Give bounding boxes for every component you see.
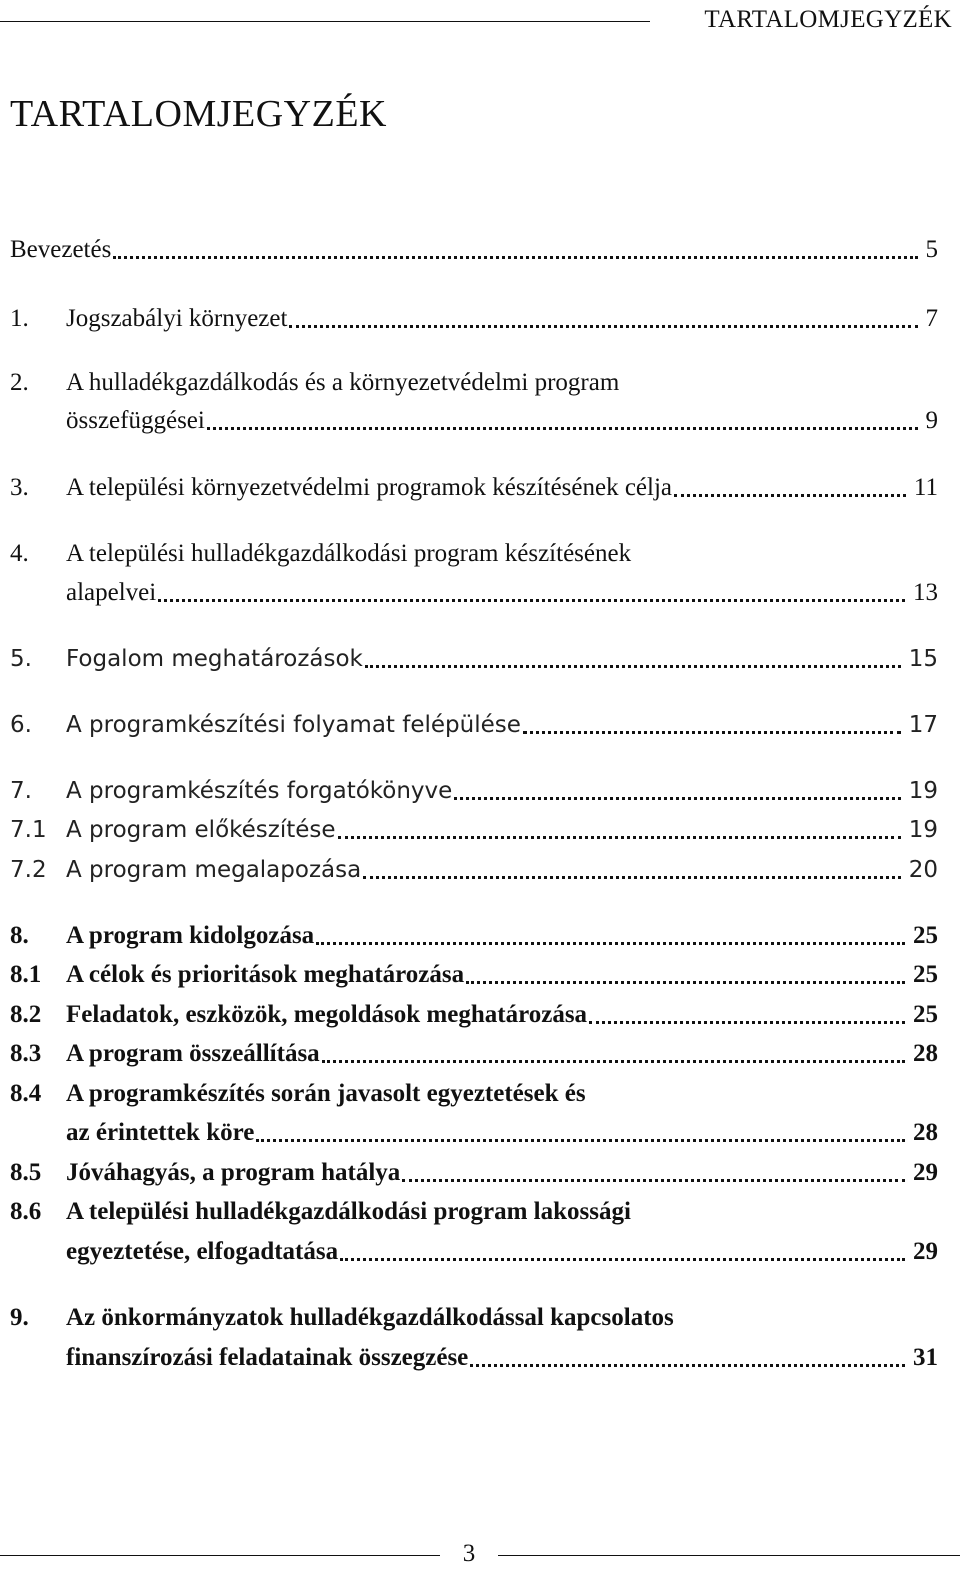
toc-entry-title: Fogalom meghatározások [66,646,363,672]
toc-entry-number: 6. [10,712,32,738]
toc-entry-page: 25 [913,961,938,988]
toc-entry-title: A program előkészítése [66,817,336,843]
dot-leader [256,1138,905,1142]
toc-entry-number: 8.3 [10,1040,42,1067]
toc-entry-title: az érintettek köre [66,1119,255,1146]
toc-entry-title: finanszírozási feladatainak összegzése [66,1344,469,1371]
toc-entry-8-3[interactable] [10,1037,938,1071]
toc-entry-title: A program összeállítása [66,1040,320,1067]
dot-leader [316,941,905,945]
toc-entry-4-continuation[interactable] [10,576,938,610]
toc-entry-number: 7.1 [10,817,47,843]
toc-entry-number: 9. [10,1304,29,1331]
running-header-title: TARTALOMJEGYZÉK [704,6,952,33]
toc-entry-8-6[interactable] [10,1195,938,1229]
dot-leader [322,1059,905,1063]
toc-entry-7-1[interactable] [10,813,938,847]
footer-rule-left [0,1555,440,1556]
toc-entry-2[interactable] [10,366,938,400]
toc-entry-9[interactable] [10,1301,938,1335]
toc-entry-title: A program megalapozása [66,857,362,883]
toc-entry-number: 8.5 [10,1159,42,1186]
toc-entry-number: 7. [10,778,32,804]
toc-entry-4[interactable] [10,537,938,571]
toc-entry-title: A települési környezetvédelmi programok készítésének célja [66,474,673,501]
toc-entry-7[interactable] [10,774,938,808]
toc-entry-page: 17 [908,712,938,738]
toc-entry-title: A programkészítés során javasolt egyeztetések és [66,1080,586,1107]
toc-entry-page: 28 [913,1040,938,1067]
dot-leader [523,730,901,734]
dot-leader [338,835,901,839]
dot-leader [589,1020,905,1024]
toc-entry-8-1[interactable] [10,958,938,992]
toc-entry-title: Feladatok, eszközök, megoldások meghatározása [66,1001,588,1028]
toc-entry-page: 7 [925,305,938,332]
dot-leader [207,426,918,430]
dot-leader [340,1257,905,1261]
toc-entry-page: 13 [913,579,938,606]
toc-entry-number: 8.4 [10,1080,42,1107]
toc-entry-title: A települési hulladékgazdálkodási program lakossági [66,1198,631,1225]
toc-entry-title: egyeztetése, elfogadtatása [66,1238,339,1265]
toc-entry-number: 8.1 [10,961,42,988]
toc-entry-6[interactable] [10,708,938,742]
toc-entry-8-4-continuation[interactable] [10,1116,938,1150]
toc-entry-5[interactable] [10,642,938,676]
toc-entry-title: A program kidolgozása [66,922,315,949]
toc-entry-8-5[interactable] [10,1156,938,1190]
dot-leader [466,980,905,984]
dot-leader [113,255,917,259]
toc-entry-number: 5. [10,646,32,672]
toc-entry-8[interactable] [10,919,938,953]
toc-entry-title: összefüggései [66,407,205,434]
toc-entry-page: 29 [913,1238,938,1265]
dot-leader [454,796,900,800]
toc-entry-7-2[interactable] [10,853,938,887]
toc-entry-number: 1. [10,305,29,332]
toc-entry-page: 25 [913,922,938,949]
toc-entry-number: 4. [10,540,29,567]
toc-entry-page: 31 [913,1344,938,1371]
toc-entry-number: 8.6 [10,1198,42,1225]
toc-entry-number: 8. [10,922,29,949]
toc-entry-title: A programkészítés forgatókönyve [66,778,453,804]
footer-rule-right [498,1555,960,1556]
page-title: TARTALOMJEGYZÉK [10,93,387,135]
toc-entry-1[interactable] [10,302,938,336]
toc-entry-title: A programkészítési folyamat felépülése [66,712,521,738]
toc-entry-page: 28 [913,1119,938,1146]
toc-entry-8-4[interactable] [10,1077,938,1111]
toc-entry-page: 5 [925,236,938,263]
toc-entry-title: alapelvei [66,579,157,606]
toc-entry-page: 15 [908,646,938,672]
toc-entry-page: 29 [913,1159,938,1186]
toc-entry-8-6-continuation[interactable] [10,1235,938,1269]
dot-leader [365,664,901,668]
toc-entry-number: 2. [10,369,29,396]
toc-entry-page: 19 [908,817,938,843]
toc-entry-9-continuation[interactable] [10,1341,938,1375]
toc-entry-3[interactable] [10,471,938,505]
toc-entry-page: 11 [913,474,938,501]
toc-entry-number: 8.2 [10,1001,42,1028]
toc-entry-title: A célok és prioritások meghatározása [66,961,465,988]
page-footer [0,1540,960,1580]
toc-entry-title: Jogszabályi környezet [66,305,288,332]
toc-entry-number: 3. [10,474,29,501]
toc-entry-title: Az önkormányzatok hulladékgazdálkodással kapcsolatos [66,1304,674,1331]
toc-entry-2-continuation[interactable] [10,404,938,438]
dot-leader [289,324,917,328]
dot-leader [363,875,901,879]
toc-entry-bevezetes[interactable] [10,233,938,267]
table-of-contents [10,0,938,1596]
toc-entry-8-2[interactable] [10,998,938,1032]
dot-leader [402,1178,905,1182]
toc-entry-number: 7.2 [10,857,47,883]
toc-entry-title: Jóváhagyás, a program hatálya [66,1159,401,1186]
page-number: 3 [462,1540,476,1567]
toc-entry-page: 9 [925,407,938,434]
toc-entry-title: A települési hulladékgazdálkodási program készítésének [66,540,632,567]
toc-entry-page: 19 [908,778,938,804]
toc-entry-title: Bevezetés [10,236,112,263]
toc-entry-page: 20 [908,857,938,883]
toc-entry-page: 25 [913,1001,938,1028]
toc-entry-title: A hulladékgazdálkodás és a környezetvédelmi program [66,369,620,396]
dot-leader [158,598,905,602]
dot-leader [470,1363,905,1367]
dot-leader [674,493,906,497]
